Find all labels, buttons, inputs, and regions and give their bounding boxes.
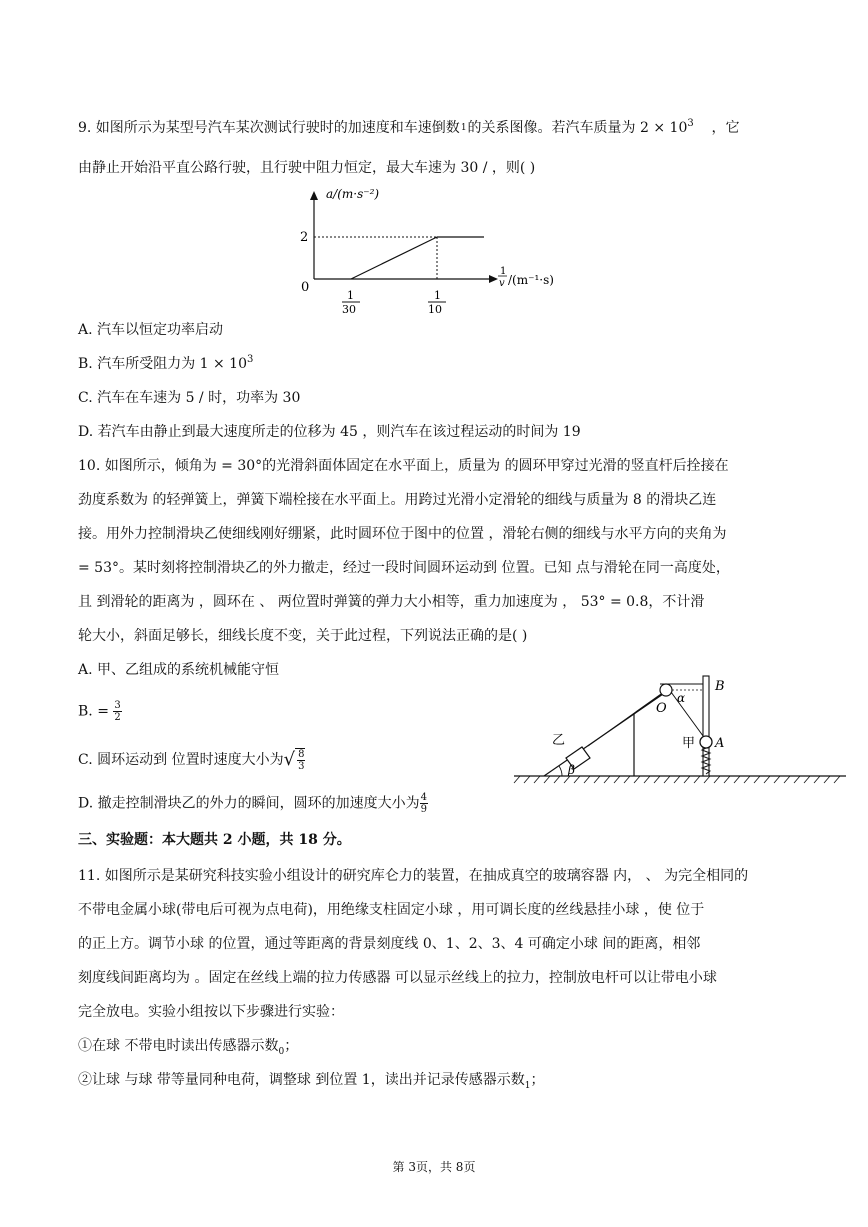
q10-line1: 10. 如图所示，倾角为 = 30°的光滑斜面体固定在水平面上，质量为 的圆环甲穿过光滑的竖直杆后拴接在 xyxy=(78,458,729,474)
section3-heading: 三、实验题：本大题共 2 小题，共 18 分。 xyxy=(78,832,351,848)
q10-line5: 且 到滑轮的距离为 ，圆环在 、 两位置时弹簧的弹力大小相等，重力加速度为 ， 53° = 0.8，不计滑 xyxy=(78,594,705,610)
q10-option-c: C. 圆环运动到 位置时速度大小为√ $\frac{8}{3}$ xyxy=(78,749,305,772)
q10-label-jia: 甲 xyxy=(682,736,696,751)
q11-line1: 11. 如图所示是某研究科技实验小组设计的研究库仑力的装置，在抽成真空的玻璃容器 内， 、 为完全相同的 xyxy=(78,868,749,884)
q11-line3: 的正上方。调节小球 的位置，通过等距离的背景刻度线 0、1、2、3、4 可确定小球 间的距离，相邻 xyxy=(78,936,701,952)
q9-x-tick1-num: 1 xyxy=(347,289,354,302)
q9-x-arrow xyxy=(489,275,498,283)
q9-x-symbol-den: v xyxy=(499,278,505,289)
q10-optb-den: 2 xyxy=(114,712,121,723)
q10-optc-den: 3 xyxy=(298,761,305,772)
q11-line4: 刻度线间距离均为 。固定在丝线上端的拉力传感器 可以显示丝线上的拉力，控制放电杆可以让带电小球 xyxy=(78,970,717,986)
q10-option-a: A. 甲、乙组成的系统机械能守恒 xyxy=(78,662,280,678)
q9-y-arrow xyxy=(310,191,318,200)
q10-line6: 轮大小，斜面足够长，细线长度不变，关于此过程，下列说法正确的是( ) xyxy=(78,628,528,644)
q9-option-d: D. 若汽车由静止到最大速度所走的位移为 45 ，则汽车在该过程运动的时间为 19 xyxy=(78,424,581,440)
q11-step1: ①在球 不带电时读出传感器示数$_0$； xyxy=(78,1038,299,1057)
q11-line2: 不带电金属小球(带电后可视为点电荷)，用绝缘支柱固定小球 ，用可调长度的丝线悬挂小球 ，使 位于 xyxy=(78,902,705,918)
q10-option-b: B. = $\frac{3}{2}$ xyxy=(78,700,121,723)
q10-label-B: B xyxy=(715,679,725,694)
q10-label-alpha: α xyxy=(677,691,686,705)
q11-line5: 完全放电。实验小组按以下步骤进行实验： xyxy=(78,1004,344,1020)
page-footer: 第 3页，共 8页 xyxy=(392,1160,476,1174)
q10-ground-hatch xyxy=(514,776,840,783)
q10-optb-num: 3 xyxy=(114,700,121,711)
q9-graph-rising xyxy=(351,237,437,279)
q9-x-tick2-den: 10 xyxy=(428,303,442,313)
q9-x-tick1-den: 30 xyxy=(342,303,356,313)
q9-frac-num: 1 xyxy=(460,122,467,133)
q10-label-yi: 乙 xyxy=(552,733,566,748)
q11-step2: ②让球 与球 带等量同种电荷，调整球 到位置 1，读出并记录传感器示数$_1$； xyxy=(78,1072,545,1091)
q10-line3: 接。用外力控制滑块乙使细线刚好绷紧，此时圆环位于图中的位置 ，滑轮右侧的细线与水平方向的夹角为 xyxy=(78,526,727,542)
q10-optc-num: 8 xyxy=(298,749,305,760)
q10-optd-den: 9 xyxy=(420,804,427,815)
q9-line2: 由静止开始沿平直公路行驶，且行驶中阻力恒定，最大车速为 30 / ，则( ) xyxy=(78,160,536,176)
q9-x-tick2-num: 1 xyxy=(434,289,441,302)
q10-ring-jia xyxy=(700,736,712,748)
q9-line1: 9. 如图所示为某型号汽车某次测试行驶时的加速度和车速倒数 1 的关系图像。若汽车质量为 $2 \times 10^3$ ，它 xyxy=(78,118,740,136)
q9-graph xyxy=(280,183,590,313)
q9-option-b: B. 汽车所受阻力为 $1 \times 10^3$ xyxy=(78,354,254,372)
q10-label-A: A xyxy=(715,736,725,751)
q9-x-label: /(m⁻¹·s) xyxy=(508,273,554,287)
q10-optd-num: 4 xyxy=(420,792,427,803)
q9-origin: 0 xyxy=(301,280,310,295)
q10-pulley xyxy=(660,684,672,696)
q10-diagram xyxy=(510,670,850,790)
q9-y-tick: 2 xyxy=(300,230,309,245)
q9-y-label: a/(m·s⁻²) xyxy=(326,187,380,201)
q9-option-a: A. 汽车以恒定功率启动 xyxy=(78,322,224,338)
q9-x-symbol-num: 1 xyxy=(500,266,507,277)
q10-option-d: D. 撤走控制滑块乙的外力的瞬间，圆环的加速度大小为 $\frac{4}{9}$ xyxy=(78,792,427,815)
q10-line2: 劲度系数为 的轻弹簧上，弹簧下端栓接在水平面上。用跨过光滑小定滑轮的细线与质量为 8 的滑块乙连 xyxy=(78,492,717,508)
q10-rope-left xyxy=(588,694,661,746)
q10-label-O: O xyxy=(656,701,667,716)
q10-label-beta: β xyxy=(568,763,575,777)
q10-line4: = 53°。某时刻将控制滑块乙的外力撤走，经过一段时间圆环运动到 位置。已知 点与滑轮在同一高度处， xyxy=(78,560,730,576)
q9-option-c: C. 汽车在车速为 5 / 时，功率为 30 xyxy=(78,390,301,406)
